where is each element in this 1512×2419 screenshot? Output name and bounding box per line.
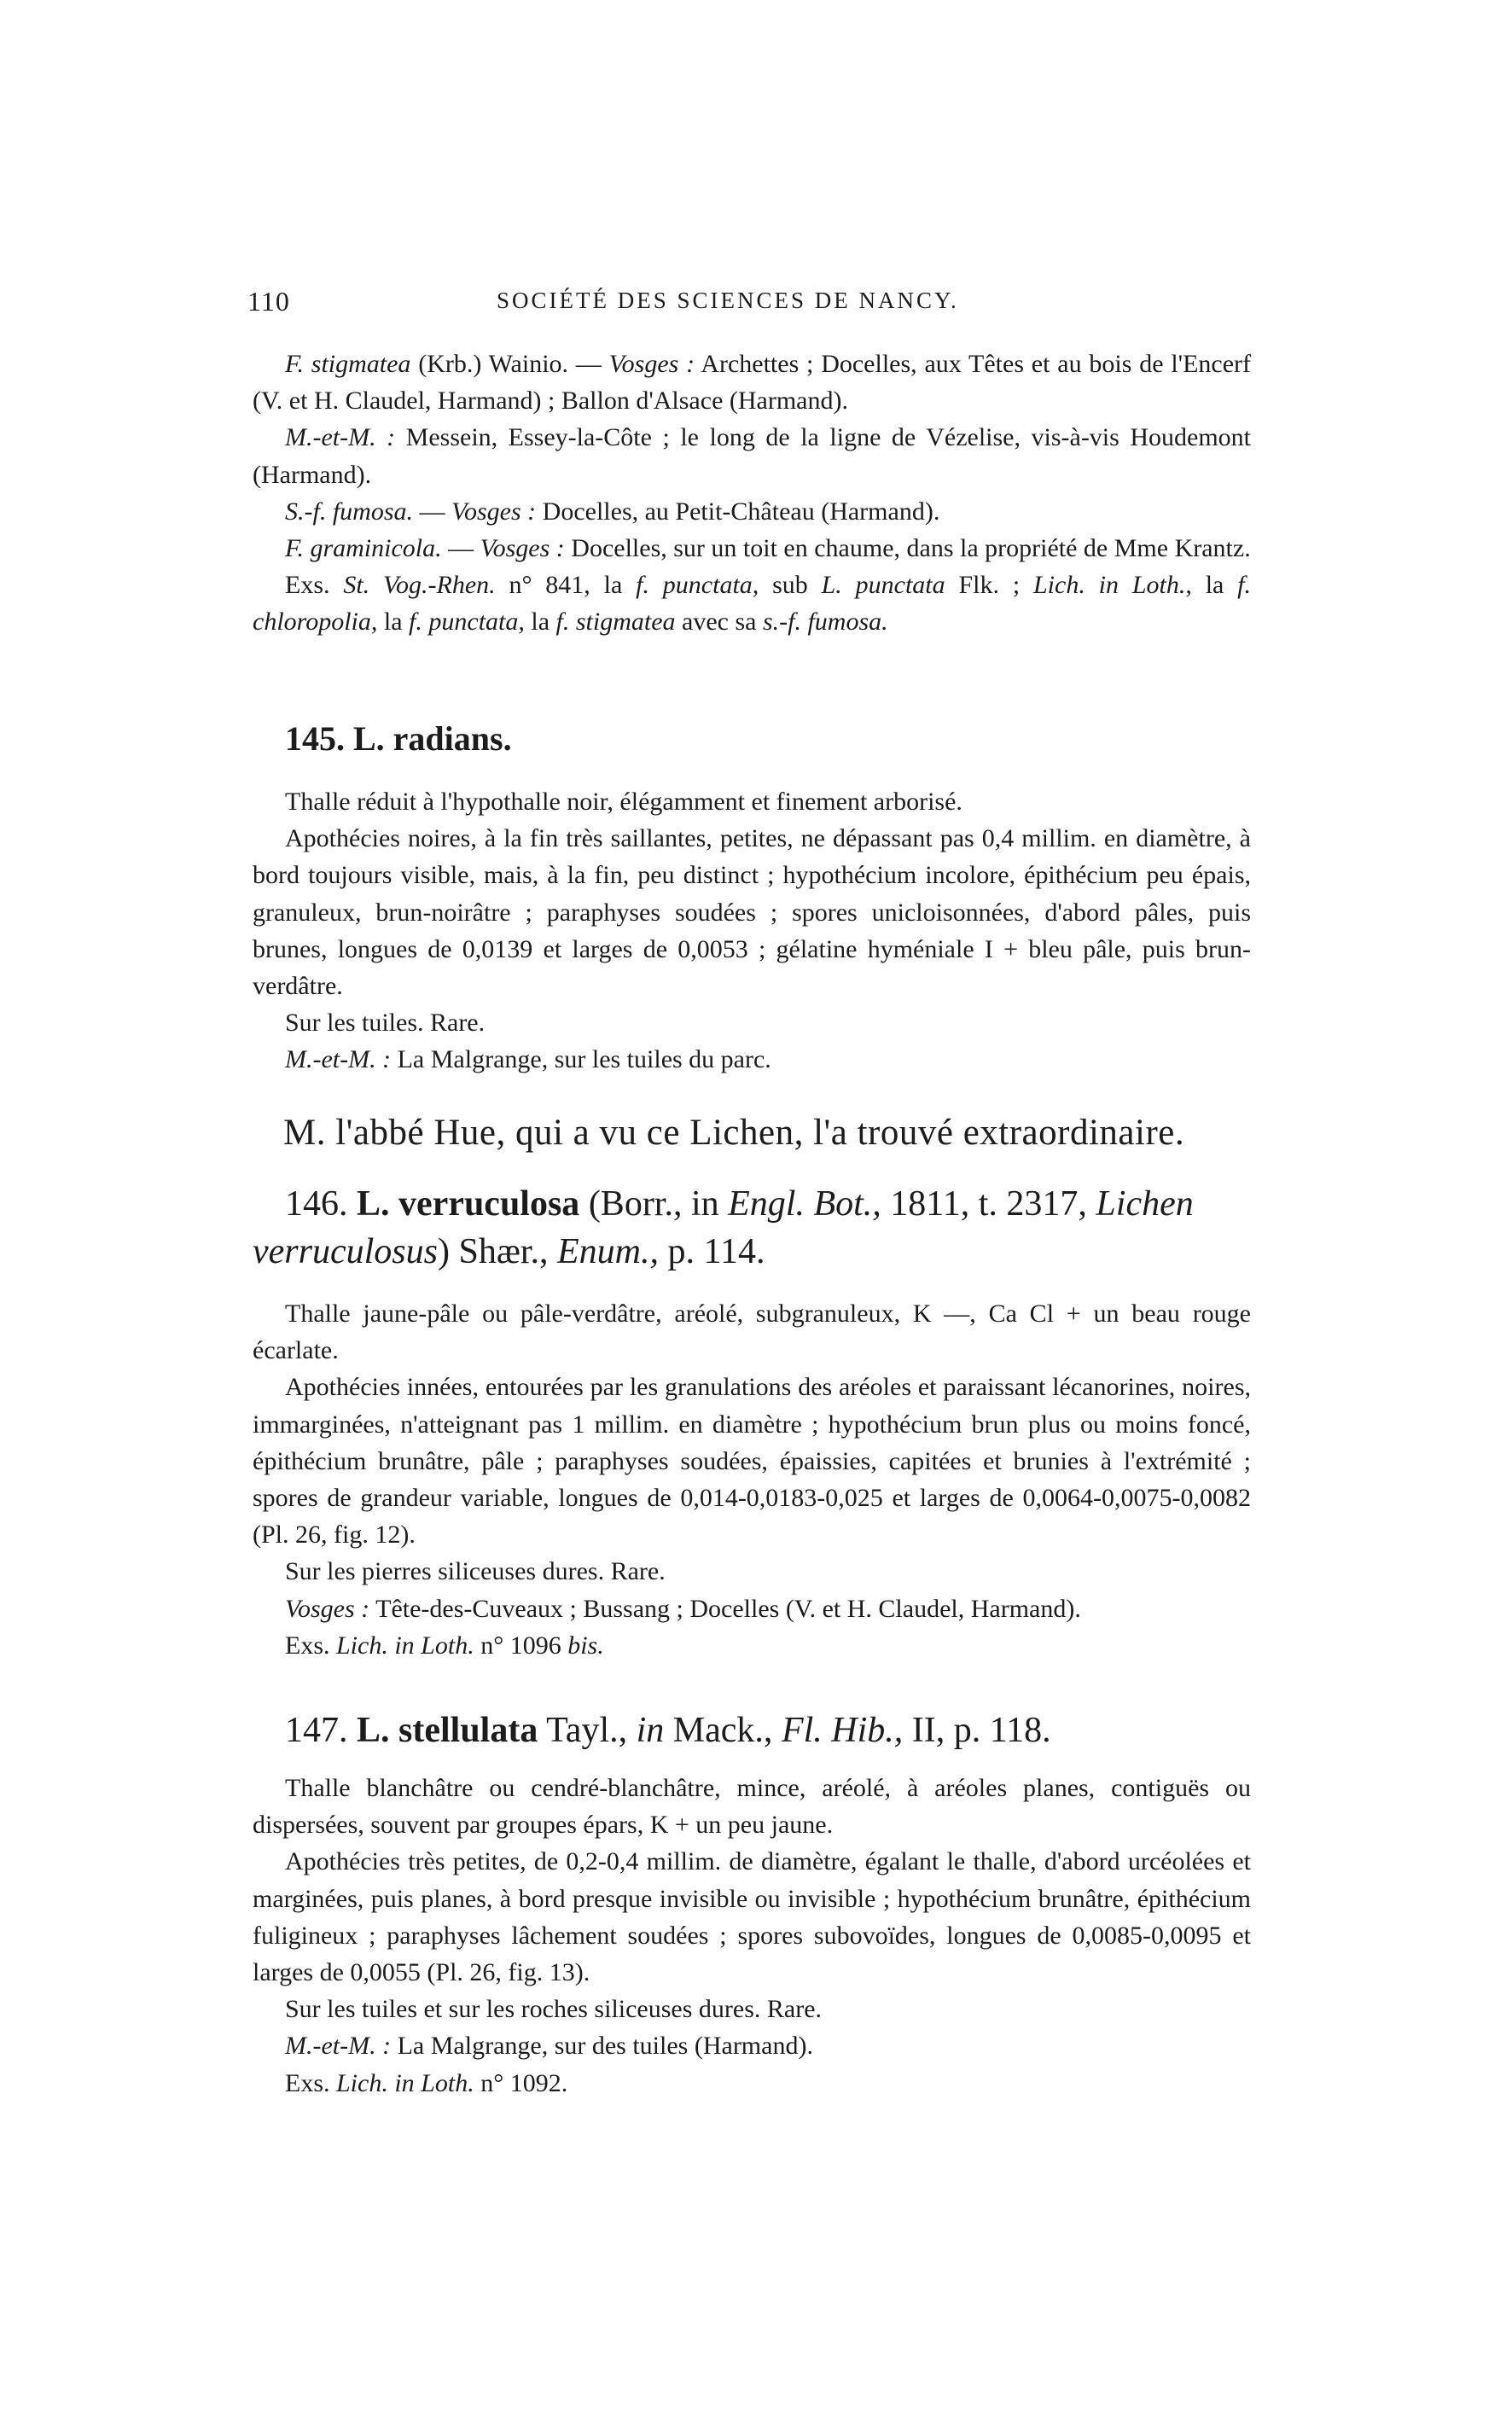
- paragraph-locality: M.-et-M. : La Malgrange, sur les tuiles du parc.: [285, 1045, 771, 1074]
- paragraph-graminicola: F. graminicola. — Vosges : Docelles, sur un toit en chaume, dans la propriété de Mme Krantz.: [285, 534, 1251, 563]
- paragraph-locality: Vosges : Tête-des-Cuveaux ; Bussang ; Docelles (V. et H. Claudel, Harmand).: [285, 1594, 1081, 1623]
- handwritten-remark: M. l'abbé Hue, qui a vu ce Lichen, l'a trouvé extraordinaire.: [283, 1113, 1185, 1153]
- paragraph-exsiccata: Exs. Lich. in Loth. n° 1092.: [285, 2068, 568, 2097]
- paragraph-exsiccata: Exs. Lich. in Loth. n° 1096 bis.: [285, 1631, 604, 1660]
- paragraph-apothecies: Apothécies très petites, de 0,2-0,4 millim. de diamètre, égalant le thalle, d'abord urcéolées et marginées, puis planes, à bord presque invisible ou invisible ; hypothécium brunâtre, épithécium fuligineux ; paraphyses lâchement soudées ; spores subovoïdes, longues de 0,0085-0,0095 et larges de 0,0055 (Pl. 26, fig. 13).: [253, 1847, 1251, 1987]
- running-head: SOCIÉTÉ DES SCIENCES DE NANCY.: [497, 288, 959, 313]
- section-heading-147: 147. L. stellulata Tayl., in Mack., Fl. Hib., II, p. 118.: [285, 1711, 1051, 1750]
- paragraph-thalle: Thalle blanchâtre ou cendré-blanchâtre, mince, aréolé, à aréoles planes, contiguës ou dispersées, souvent par groupes épars, K + un peu jaune.: [253, 1774, 1251, 1840]
- page-number: 110: [247, 286, 290, 317]
- section-body-145: [253, 783, 1251, 1079]
- paragraph-apothecies: Apothécies noires, à la fin très saillantes, petites, ne dépassant pas 0,4 millim. en diamètre, à bord toujours visible, mais, à la fin, peu distinct ; hypothécium incolore, épithécium peu épais, granuleux, brun-noirâtre ; paraphyses soudées ; spores unicloisonnées, d'abord pâles, puis brunes, longues de 0,0139 et larges de 0,0053 ; gélatine hyméniale I + bleu pâle, puis brun-verdâtre.: [253, 824, 1251, 1001]
- paragraph-thalle: Thalle réduit à l'hypothalle noir, élégamment et finement arborisé.: [285, 788, 962, 816]
- paragraph-substrate: Sur les tuiles. Rare.: [285, 1009, 486, 1038]
- paragraph-locality: M.-et-M. : La Malgrange, sur des tuiles (Harmand).: [285, 2032, 813, 2061]
- paragraph-fumosa: S.-f. fumosa. — Vosges : Docelles, au Petit-Château (Harmand).: [285, 497, 940, 526]
- section-body-147: [253, 1770, 1251, 2102]
- paragraph-exsiccata: Exs. St. Vog.-Rhen. n° 841, la f. punctata, sub L. punctata Flk. ; Lich. in Loth., la f. chloropolia, la f. punctata, la f. stigmatea avec sa s.-f. fumosa.: [253, 571, 1252, 637]
- paragraph-substrate: Sur les pierres siliceuses dures. Rare.: [285, 1557, 666, 1586]
- continuation-block: [253, 346, 1251, 641]
- section-body-146: [253, 1295, 1251, 1664]
- paragraph-thalle: Thalle jaune-pâle ou pâle-verdâtre, aréolé, subgranuleux, K —, Ca Cl + un beau rouge écarlate.: [253, 1300, 1251, 1365]
- page-header: [247, 286, 1254, 320]
- paragraph-apothecies: Apothécies innées, entourées par les granulations des aréoles et paraissant lécanorines, noires, immarginées, n'atteignant pas 1 millim. en diamètre ; hypothécium brun plus ou moins foncé, épithécium brunâtre, pâle ; paraphyses soudées, épaissies, capitées et brunies à l'extrémité ; spores de grandeur variable, longues de 0,014-0,0183-0,025 et larges de 0,0064-0,0075-0,0082 (Pl. 26, fig. 12).: [253, 1373, 1251, 1550]
- section-heading-146: 146. L. verruculosa (Borr., in Engl. Bot., 1811, t. 2317, Lichen verruculosus) Shær., Enum., p. 114.: [253, 1184, 1194, 1271]
- section-heading-145: 145. L. radians.: [285, 719, 512, 758]
- paragraph-mm-localities: M.-et-M. : Messein, Essey-la-Côte ; le long de la ligne de Vézelise, vis-à-vis Houdemont (Harmand).: [253, 423, 1251, 489]
- paragraph-stigmatea: F. stigmatea (Krb.) Wainio. — Vosges : Archettes ; Docelles, aux Têtes et au bois de l'Encerf (V. et H. Claudel, Harmand) ; Ballon d'Alsace (Harmand).: [253, 350, 1252, 416]
- paragraph-substrate: Sur les tuiles et sur les roches siliceuses dures. Rare.: [285, 1995, 823, 2024]
